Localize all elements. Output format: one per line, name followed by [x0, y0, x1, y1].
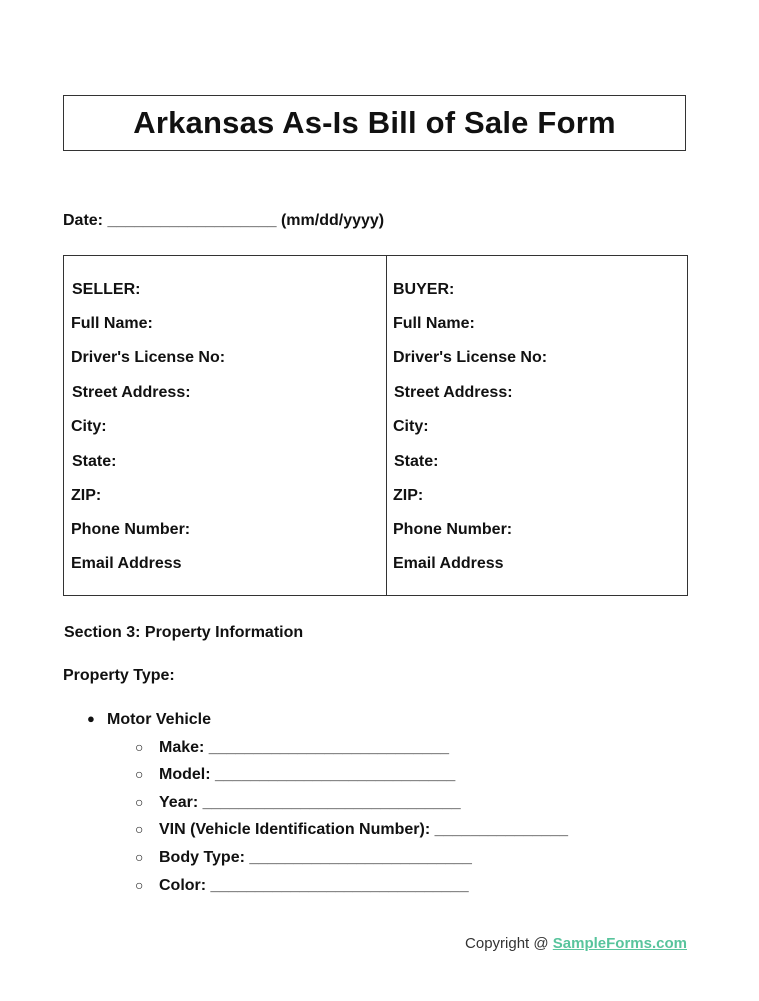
bullet-motor-vehicle	[87, 711, 211, 729]
buyer-heading: BUYER:	[393, 281, 455, 298]
title-box	[63, 95, 686, 151]
bullet-dot-icon: ●	[87, 711, 95, 726]
buyer-phone-label: Phone Number:	[393, 521, 513, 538]
buyer-column	[386, 256, 687, 595]
seller-phone-label: Phone Number:	[71, 521, 191, 538]
list-item-year	[135, 794, 461, 812]
circle-bullet-icon: ○	[135, 849, 144, 865]
circle-bullet-icon: ○	[135, 739, 144, 755]
seller-state-label: State:	[72, 453, 117, 470]
seller-column	[64, 256, 386, 595]
buyer-license-label: Driver's License No:	[393, 349, 548, 366]
vin-field: VIN (Vehicle Identification Number): _______________	[159, 821, 569, 838]
buyer-full-name-label: Full Name:	[393, 315, 475, 332]
seller-email-label: Email Address	[71, 555, 182, 572]
buyer-city-label: City:	[393, 418, 429, 435]
page-title: Arkansas As-Is Bill of Sale Form	[133, 105, 616, 140]
list-item-body-type	[135, 849, 472, 867]
make-field: Make: ___________________________	[159, 739, 450, 756]
section-heading: Section 3: Property Information	[64, 624, 304, 641]
seller-license-label: Driver's License No:	[71, 349, 226, 366]
list-item-color	[135, 877, 469, 895]
color-field: Color: _____________________________	[159, 877, 469, 894]
circle-bullet-icon: ○	[135, 821, 144, 837]
circle-bullet-icon: ○	[135, 877, 144, 893]
buyer-zip-label: ZIP:	[393, 487, 424, 504]
brand-link[interactable]: SampleForms.com	[552, 935, 687, 952]
seller-street-label: Street Address:	[72, 384, 191, 401]
circle-bullet-icon: ○	[135, 794, 144, 810]
property-type-label: Property Type:	[63, 667, 175, 684]
party-table	[63, 255, 688, 596]
circle-bullet-icon: ○	[135, 766, 144, 782]
footer-copyright	[465, 935, 687, 952]
list-item-model	[135, 766, 455, 784]
model-field: Model: ___________________________	[159, 766, 456, 783]
copyright-text: Copyright @	[465, 935, 553, 952]
date-field: Date: ___________________ (mm/dd/yyyy)	[63, 212, 385, 229]
seller-city-label: City:	[71, 418, 107, 435]
buyer-email-label: Email Address	[393, 555, 504, 572]
seller-heading: SELLER:	[72, 281, 141, 298]
buyer-street-label: Street Address:	[394, 384, 513, 401]
list-item-vin	[135, 821, 568, 839]
motor-vehicle-label: Motor Vehicle	[107, 711, 212, 728]
seller-full-name-label: Full Name:	[71, 315, 153, 332]
buyer-state-label: State:	[394, 453, 439, 470]
seller-zip-label: ZIP:	[71, 487, 102, 504]
body-type-field: Body Type: _________________________	[159, 849, 472, 866]
list-item-make	[135, 739, 449, 757]
year-field: Year: _____________________________	[159, 794, 461, 811]
